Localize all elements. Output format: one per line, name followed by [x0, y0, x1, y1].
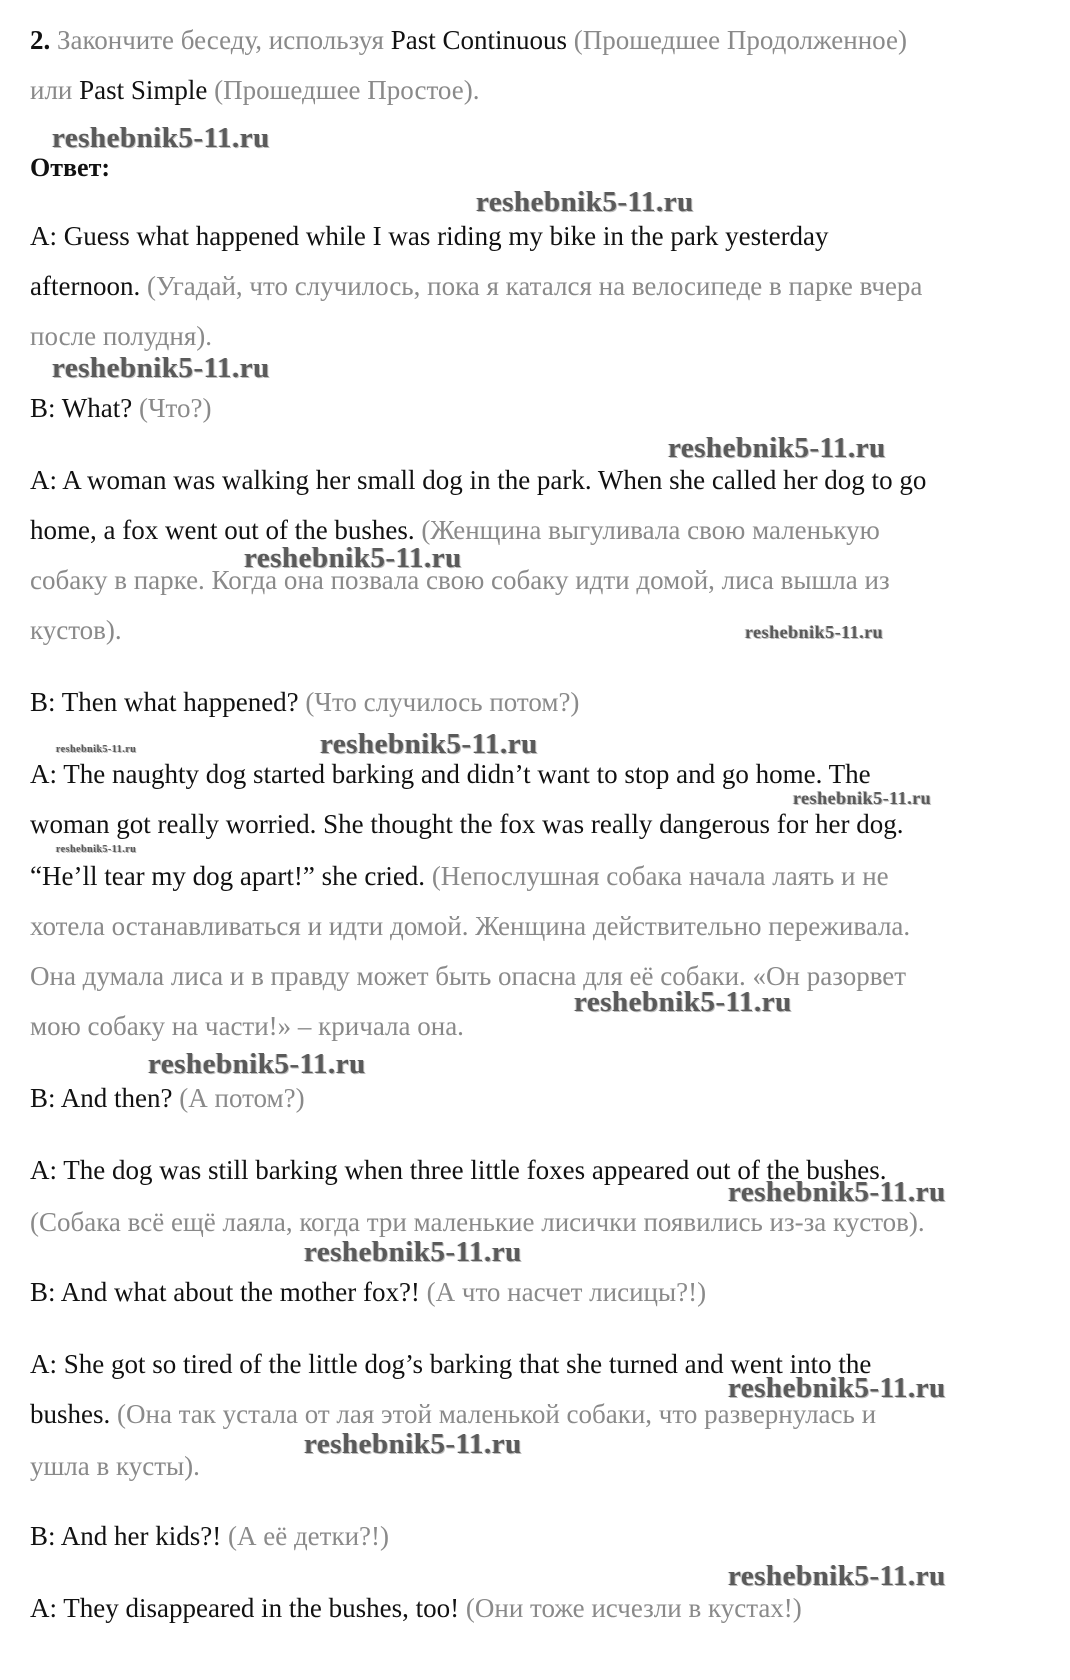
dialogue-line: собаку в парке. Когда она позвала свою собаку идти домой, лиса вышла из: [30, 565, 890, 595]
dialogue-line: B: And then? (А потом?): [30, 1083, 305, 1113]
dialogue-line: ушла в кусты).: [30, 1451, 200, 1481]
watermark: reshebnik5-11.ru: [728, 1560, 946, 1592]
dialogue-line: A: She got so tired of the little dog’s barking that she turned and went into the: [30, 1349, 872, 1379]
watermark: reshebnik5-11.ru: [244, 542, 462, 574]
dialogue-line: B: Then what happened? (Что случилось потом?): [30, 687, 580, 717]
task-instruction-ru: Закончите беседу, используя: [57, 25, 384, 55]
dialogue-line: хотела останавливаться и идти домой. Женщина действительно переживала.: [30, 911, 911, 941]
dialogue-line: woman got really worried. She thought the fox was really dangerous for her dog.: [30, 809, 904, 839]
dialogue-line: bushes. (Она так устала от лая этой маленькой собаки, что развернулась и: [30, 1399, 877, 1429]
task-heading-line-1: [30, 24, 907, 56]
dialogue-line: B: And her kids?! (А её детки?!): [30, 1521, 389, 1551]
dialogue-line: home, a fox went out of the bushes. (Женщина выгуливала свою маленькую: [30, 515, 880, 545]
watermark: reshebnik5-11.ru: [56, 744, 137, 755]
task-heading-line-2: [30, 74, 479, 106]
watermark: reshebnik5-11.ru: [668, 432, 886, 464]
task-tense-name-2: Past Simple: [79, 75, 208, 105]
dialogue-line: Она думала лиса и в правду может быть опасна для её собаки. «Он разорвет: [30, 961, 907, 991]
dialogue-line: A: They disappeared in the bushes, too! (Они тоже исчезли в кустах!): [30, 1593, 802, 1623]
dialogue-line: после полудня).: [30, 321, 213, 351]
task-number: 2.: [30, 25, 51, 55]
dialogue-line: A: The naughty dog started barking and didn’t want to stop and go home. The: [30, 759, 871, 789]
watermark: reshebnik5-11.ru: [320, 728, 538, 760]
dialogue-line: A: A woman was walking her small dog in the park. When she called her dog to go: [30, 465, 927, 495]
task-conjunction: или: [30, 75, 73, 105]
dialogue-line: A: Guess what happened while I was riding my bike in the park yesterday: [30, 221, 829, 251]
dialogue-line: “He’ll tear my dog apart!” she cried. (Непослушная собака начала лаять и не: [30, 861, 889, 891]
watermark: reshebnik5-11.ru: [728, 1176, 946, 1208]
dialogue-line: (Собака всё ещё лаяла, когда три маленькие лисички появились из-за кустов).: [30, 1207, 925, 1237]
answer-label: Ответ:: [30, 153, 111, 182]
task-tense-name: Past Continuous: [390, 25, 567, 55]
dialogue-line: мою собаку на части!» – кричала она.: [30, 1011, 464, 1041]
watermark: reshebnik5-11.ru: [304, 1428, 522, 1460]
dialogue-line: B: What? (Что?): [30, 393, 212, 423]
task-tense-translation-2: (Прошедшее Простое).: [214, 75, 480, 105]
dialogue-line: кустов).: [30, 615, 122, 645]
watermark: reshebnik5-11.ru: [745, 622, 884, 642]
watermark: reshebnik5-11.ru: [52, 122, 270, 154]
watermark: reshebnik5-11.ru: [304, 1236, 522, 1268]
watermark: reshebnik5-11.ru: [148, 1048, 366, 1080]
watermark: reshebnik5-11.ru: [52, 352, 270, 384]
watermark: reshebnik5-11.ru: [728, 1372, 946, 1404]
dialogue-line: A: The dog was still barking when three little foxes appeared out of the bushes.: [30, 1155, 887, 1185]
watermark: reshebnik5-11.ru: [574, 986, 792, 1018]
watermark: reshebnik5-11.ru: [793, 788, 932, 808]
task-tense-translation: (Прошедшее Продолженное): [573, 25, 907, 55]
watermark: reshebnik5-11.ru: [56, 844, 137, 855]
dialogue-line: afternoon. (Угадай, что случилось, пока я катался на велосипеде в парке вчера: [30, 271, 923, 301]
watermark: reshebnik5-11.ru: [476, 186, 694, 218]
dialogue-line: B: And what about the mother fox?! (А что насчет лисицы?!): [30, 1277, 707, 1307]
